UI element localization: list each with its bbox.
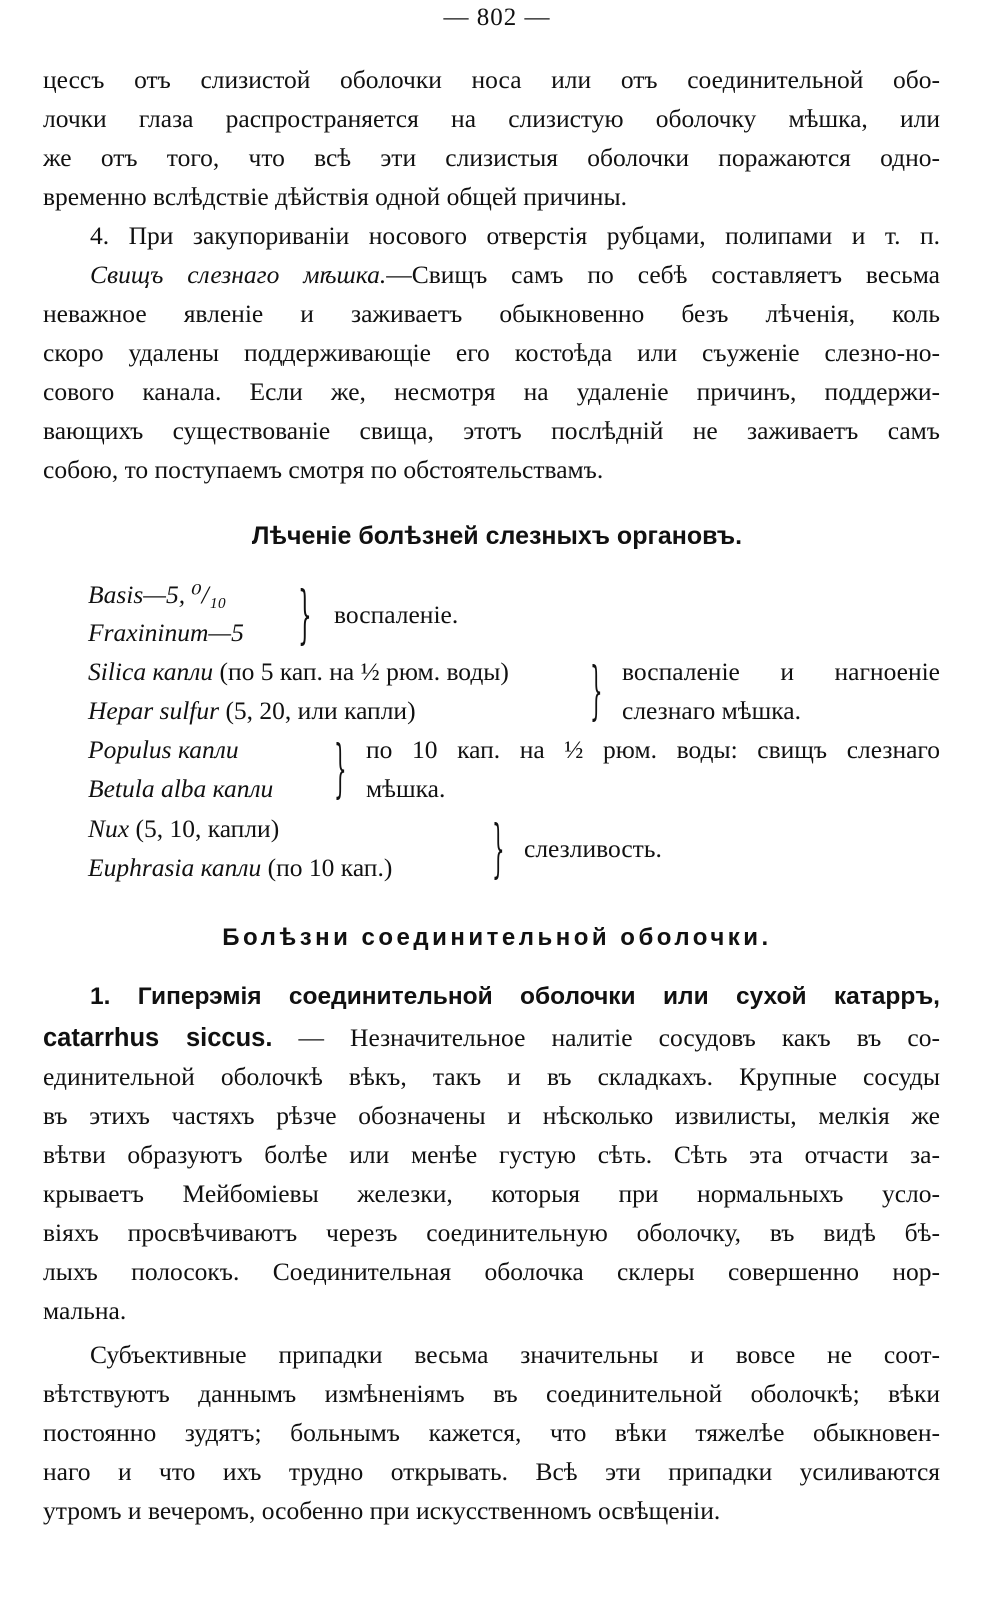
fistula-text: —Свищъ самъ по себѣ составляетъ весьма — [386, 260, 940, 289]
text-line: неважное явленіе и заживаетъ обыкновенно безъ лѣченія, коль — [43, 299, 940, 328]
brace: } — [334, 734, 347, 806]
brace: } — [590, 656, 603, 728]
text-line: вѣтви образуютъ болѣе или менѣе густую сѣть. Сѣть эта отчасти за- — [43, 1140, 940, 1169]
text-line: мальна. — [43, 1296, 127, 1325]
indication: воспаленіе и нагноеніе — [622, 657, 940, 686]
text-line: цессъ отъ слизистой оболочки носа или отъ соединительной обо- — [43, 65, 940, 94]
indication: слезнаго мѣшка. — [622, 696, 801, 725]
text-line: же отъ того, что всѣ эти слизистыя оболочки поражаются одно- — [43, 143, 940, 172]
page-number: — 802 — — [443, 4, 551, 31]
text-line: вающихъ существованіе свища, этотъ послѣдній не заживаетъ самъ — [43, 416, 940, 445]
brace: } — [492, 814, 505, 886]
latin-term: catarrhus siccus. — [43, 1024, 273, 1052]
section-heading-treatment: Лѣченіе болѣзней слезныхъ органовъ. — [251, 522, 743, 550]
fistula-line — [90, 258, 940, 292]
text-line: 4. При закупориваніи носового отверстія рубцами, полипами и т. п. — [90, 221, 940, 250]
text-line: віяхъ просвѣчиваютъ черезъ соединительную оболочку, въ видѣ бѣ- — [43, 1218, 940, 1247]
text-line: лочки глаза распространяется на слизистую оболочку мѣшка, или — [43, 104, 940, 133]
brace: } — [298, 580, 312, 652]
text-line: скоро удалены поддерживающіе его костоѣда или съуженіе слезно-но- — [43, 338, 940, 367]
text-line: сового канала. Если же, несмотря на удаленіе причинъ, поддержи- — [43, 377, 940, 406]
remedy-hepar-sulfur: Hepar sulfur (5, 20, или капли) — [88, 696, 416, 725]
remedy-populus: Populus капли — [88, 735, 239, 764]
indication: слезливость. — [524, 834, 662, 863]
text-line: единительной оболочкѣ вѣкъ, такъ и въ складкахъ. Крупные сосуды — [43, 1062, 940, 1091]
text-line: catarrhus siccus. — Незначительное налитіе сосудовъ какъ въ со- — [43, 1023, 940, 1052]
fistula-title: Свищъ слезнаго мѣшка. — [90, 260, 387, 289]
item-title: 1. Гиперэмія соединительной оболочки или сухой катарръ, — [90, 983, 940, 1010]
remedy-fraxininum: Fraxininum—5 — [88, 618, 244, 647]
text-line: постоянно зудятъ; больнымъ кажется, что вѣки тяжелѣе обыкновен- — [43, 1418, 940, 1447]
text-line: крываетъ Мейбоміевы железки, которыя при нормальныхъ усло- — [43, 1179, 940, 1208]
text-line: утромъ и вечеромъ, особенно при искусственномъ освѣщеніи. — [43, 1496, 721, 1525]
remedy-betula: Betula alba капли — [88, 774, 274, 803]
indication: по 10 кап. на ½ рюм. воды: свищъ слезнаго — [366, 735, 940, 764]
indication: воспаленіе. — [334, 600, 459, 629]
text-line: лыхъ полосокъ. Соединительная оболочка склеры совершенно нор- — [43, 1257, 940, 1286]
remedy-basis: Basis—5, ⁰/₁₀ — [88, 580, 227, 609]
text-line: Субъективные припадки весьма значительны и вовсе не соот- — [90, 1340, 940, 1369]
remedy-silica: Silica капли (по 5 кап. на ½ рюм. воды) — [88, 657, 509, 686]
text-line: въ этихъ частяхъ рѣзче обозначены и нѣсколько извилисты, мелкія же — [43, 1101, 940, 1130]
text-line: вѣтствуютъ даннымъ измѣненіямъ въ соединительной оболочкѣ; вѣки — [43, 1379, 940, 1408]
remedy-euphrasia: Euphrasia капли (по 10 кап.) — [88, 853, 393, 882]
remedy-nux: Nux (5, 10, капли) — [88, 814, 280, 843]
text-line: наго и что ихъ трудно открывать. Всѣ эти припадки усиливаются — [43, 1457, 940, 1486]
section-heading-conjunctiva: Болѣзни соединительной оболочки. — [222, 924, 772, 951]
text-line: собою, то поступаемъ смотря по обстоятельствамъ. — [43, 455, 604, 484]
indication: мѣшка. — [366, 774, 446, 803]
text-line: временно вслѣдствіе дѣйствія одной общей причины. — [43, 182, 627, 211]
